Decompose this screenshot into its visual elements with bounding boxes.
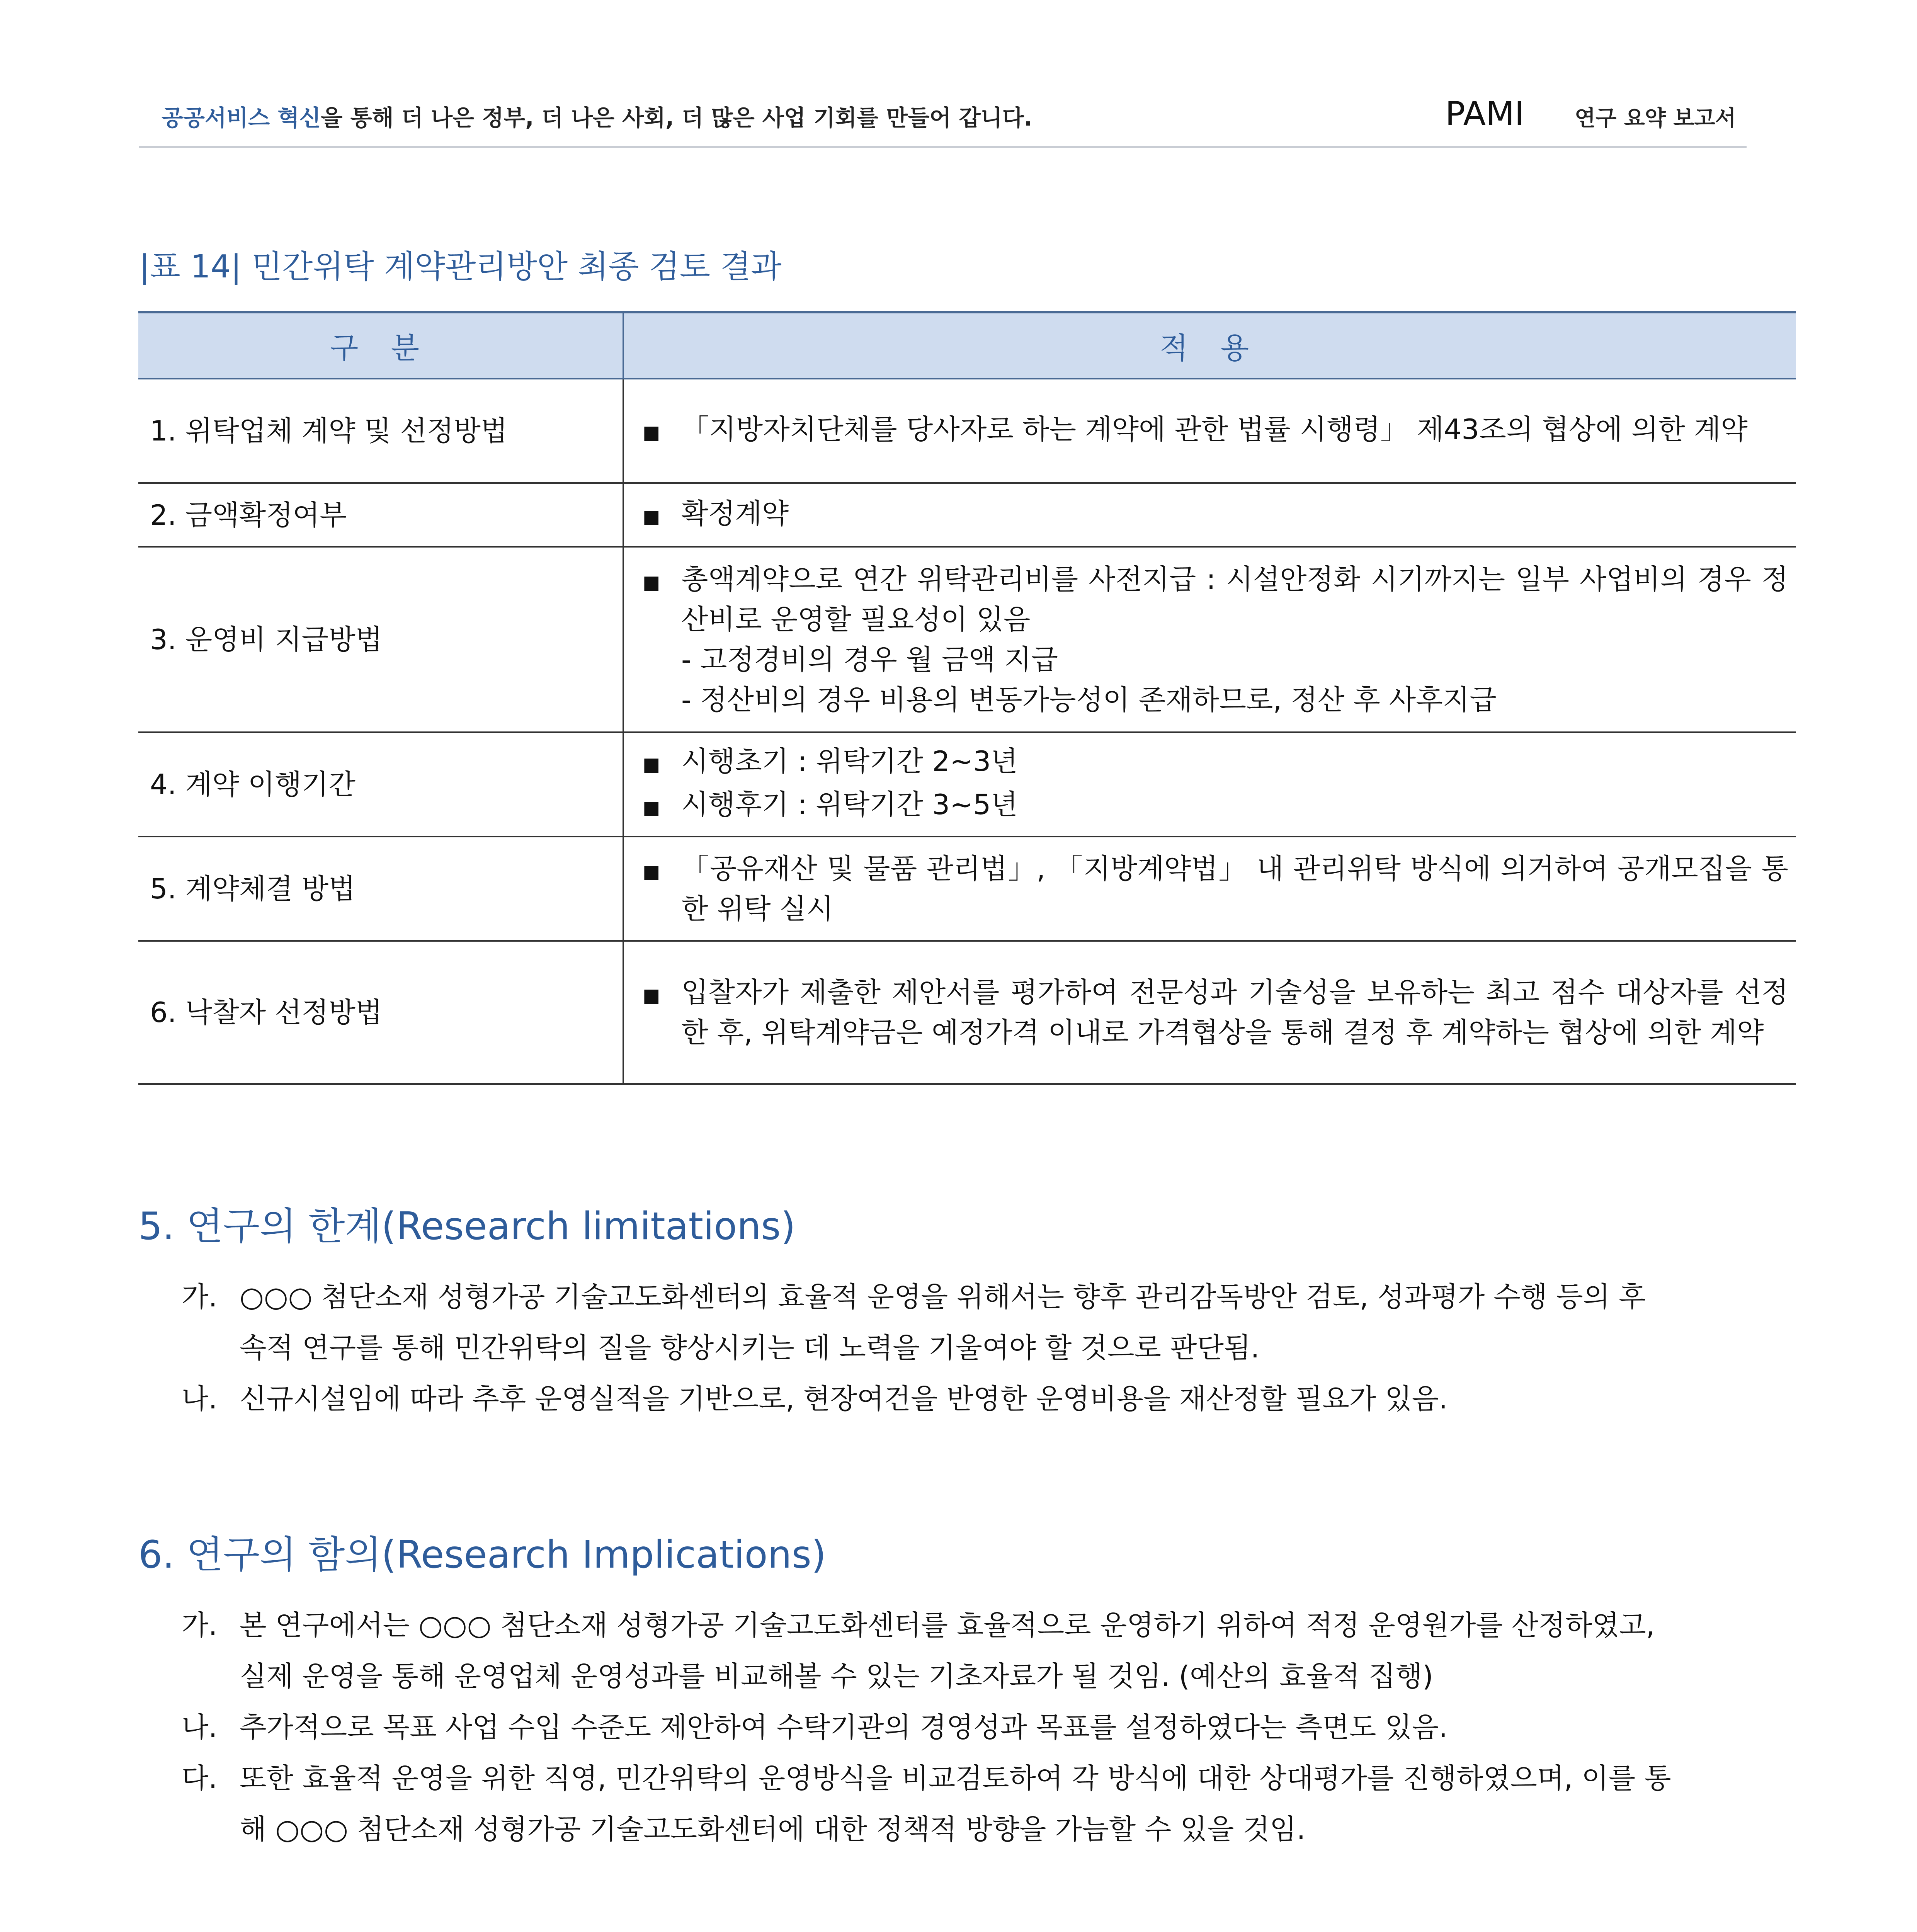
row-label: 1. 위탁업체 계약 및 선정방법 [138,379,623,483]
table-row [138,547,1796,732]
row-label: 2. 금액확정여부 [138,483,623,547]
bullet-item: ■ 확정계약 [643,493,1788,537]
square-bullet-icon: ■ [643,984,660,1006]
row-content [623,379,1796,483]
dash-item: - 정산비의 경우 비용의 변동가능성이 존재하므로, 정산 후 사후지급 [681,684,1497,716]
square-bullet-icon: ■ [643,753,660,775]
table-row [138,941,1796,1084]
list-item-continuation: 해 ○○○ 첨단소재 성형가공 기술고도화센터에 대한 정책적 방향을 가늠할 수 있을 것임. [240,1813,1306,1845]
square-bullet-icon: ■ [643,505,660,527]
row-content [623,483,1796,547]
bullet-item: ■ 「공유재산 및 물품 관리법」, 「지방계약법」 내 관리위탁 방식에 의거하여 공개모집을 통한 위탁 실시 [643,849,1788,929]
row-label: 6. 낙찰자 선정방법 [138,941,623,1084]
square-bullet-icon: ■ [643,422,660,443]
table-caption: |표 14| 민간위탁 계약관리방안 최종 검토 결과 [139,248,782,285]
bullet-item: ■ 시행후기 : 위탁기간 3~5년 [643,784,1788,828]
dash-item: - 고정경비의 경우 월 금액 지급 [681,643,1058,676]
table-row [138,732,1796,837]
row-content [623,941,1796,1084]
column-header-application: 적 용 [623,312,1796,379]
table-header-row [138,312,1796,379]
header-slogan-highlight: 공공서비스 혁신 [162,105,321,131]
section-6-body [182,1600,1793,1855]
list-item-continuation: 속적 연구를 통해 민간위탁의 질을 향상시키는 데 노력을 기울여야 할 것으로 판단됨. [240,1332,1260,1364]
table-row [138,483,1796,547]
square-bullet-icon: ■ [643,861,660,883]
header-divider [139,146,1747,148]
header-report-type: 연구 요약 보고서 [1575,106,1736,131]
contract-review-table [138,311,1796,1085]
section-5-body [182,1271,1793,1424]
row-content [623,547,1796,732]
header-slogan-rest: 을 통해 더 나은 정부, 더 나은 사회, 더 많은 사업 기회를 만들어 갑니다. [321,105,1032,131]
list-item: 가. ○○○ 첨단소재 성형가공 기술고도화센터의 효율적 운영을 위해서는 향후 관리감독방안 검토, 성과평가 수행 등의 후 [182,1281,1646,1313]
section-6-title: 6. 연구의 함의(Research Implications) [138,1533,827,1577]
header-brand: PAMI [1445,95,1524,133]
table-row [138,837,1796,941]
list-item: 다. 또한 효율적 운영을 위한 직영, 민간위탁의 운영방식을 비교검토하여 각 방식에 대한 상대평가를 진행하였으며, 이를 통 [182,1762,1671,1794]
list-item: 나. 신규시설임에 따라 추후 운영실적을 기반으로, 현장여건을 반영한 운영비용을 재산정할 필요가 있음. [182,1383,1448,1415]
square-bullet-icon: ■ [643,571,660,593]
row-label: 5. 계약체결 방법 [138,837,623,941]
list-item: 나. 추가적으로 목표 사업 수입 수준도 제안하여 수탁기관의 경영성과 목표를 설정하였다는 측면도 있음. [182,1711,1448,1743]
column-header-category: 구 분 [138,312,623,379]
bullet-item: ■ 총액계약으로 연간 위탁관리비를 사전지급 : 시설안정화 시기까지는 일부 사업비의 경우 정산비로 운영할 필요성이 있음 [643,559,1788,639]
bullet-item: ■ 「지방자치단체를 당사자로 하는 계약에 관한 법률 시행령」 제43조의 협상에 의한 계약 [643,409,1788,452]
section-5-title: 5. 연구의 한계(Research limitations) [138,1204,796,1248]
row-label: 3. 운영비 지급방법 [138,547,623,732]
square-bullet-icon: ■ [643,797,660,818]
list-item: 가. 본 연구에서는 ○○○ 첨단소재 성형가공 기술고도화센터를 효율적으로 운영하기 위하여 적정 운영원가를 산정하였고, [182,1609,1655,1641]
row-content [623,837,1796,941]
row-label: 4. 계약 이행기간 [138,732,623,837]
table-row [138,379,1796,483]
bullet-item: ■ 시행초기 : 위탁기간 2~3년 [643,741,1788,784]
bullet-item: ■ 입찰자가 제출한 제안서를 평가하여 전문성과 기술성을 보유하는 최고 점수 대상자를 선정한 후, 위탁계약금은 예정가격 이내로 가격협상을 통해 결정 후 계약하는 협상에 의한 계약 [643,972,1788,1053]
header-slogan [162,100,1032,132]
list-item-continuation: 실제 운영을 통해 운영업체 운영성과를 비교해볼 수 있는 기초자료가 될 것임. (예산의 효율적 집행) [240,1660,1434,1692]
row-content [623,732,1796,837]
